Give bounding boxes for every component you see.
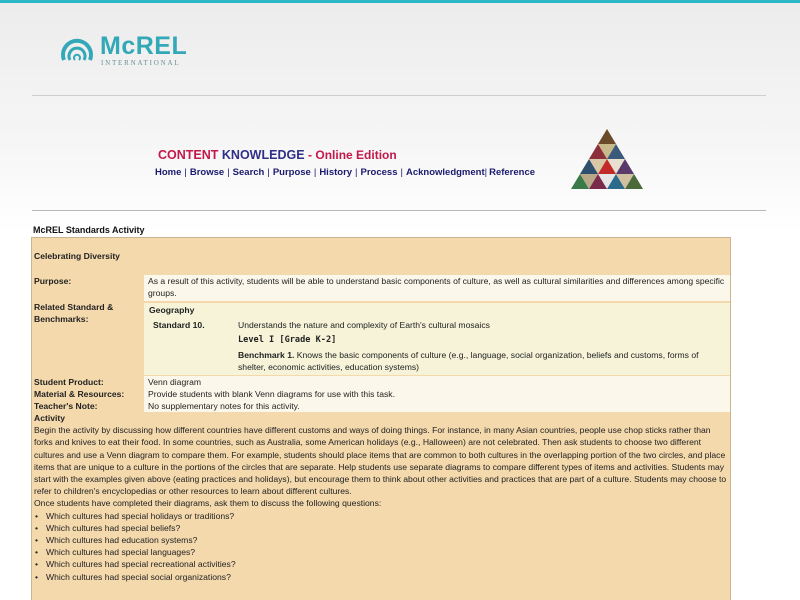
purpose-text: As a result of this activity, students will be able to understand basic components of culture, as well as cultural similarities and differences among specific groups. [144,275,730,301]
related-label-2: Benchmarks: [34,314,89,324]
nav-process[interactable]: Process [360,167,398,178]
site-title-content: CONTENT [158,148,219,162]
purpose-row [32,275,730,301]
related-label-1: Related Standard & [34,302,114,312]
activity-panel [31,237,731,600]
nav-acknowledgment[interactable]: Acknowledgment [405,167,485,178]
list-item: • Which cultures had special languages? [34,546,728,558]
benchmark-label: Benchmark 1. [238,350,295,360]
title-divider [32,210,766,211]
activity-label: Activity [34,413,66,423]
list-item: • Which cultures had education systems? [34,534,728,546]
standard-label: Standard 10. [153,320,205,330]
notes-text: No supplementary notes for this activity. [144,400,730,412]
pyramid-logo-icon [566,127,648,197]
nav-home[interactable]: Home [155,167,182,178]
notes-row [32,400,730,412]
list-item: • Which cultures had special social organizations? [34,571,728,583]
purpose-label: Purpose: [34,276,72,286]
materials-row [32,388,730,400]
notes-label: Teacher's Note: [34,401,98,411]
activity-title: Celebrating Diversity [34,251,120,261]
list-item: • Which cultures had special holidays or traditions? [34,510,728,522]
site-title-knowledge: KNOWLEDGE [221,148,305,162]
benchmarks-box [144,303,730,375]
header-divider [32,95,766,96]
logo-text: McREL [100,32,188,60]
nav-reference[interactable]: Reference [489,167,536,178]
list-item: • Which cultures had special beliefs? [34,522,728,534]
nav-purpose[interactable]: Purpose [272,167,311,178]
product-row [32,376,730,388]
nav-search[interactable]: Search [232,167,265,178]
materials-label: Material & Resources: [34,389,125,399]
activity-text: Begin the activity by discussing how different countries have different customs and ways of doing things. For instance, in many Asian countries, people use chop sticks rather than forks and knives to eat their food. In some countries, such as Australia, some American holidays (e.g., Halloween) are not celebrated. Then ask students to choose two different cultures and use a Venn diagram to compare them. For example, students should place items that are common to both cultures in the overlapping portion of the two circles, and place items that are unique to a culture in the portions of the circles that are separate. Help students use separate diagrams to compare different types of items and activities. Students may start with the examples given above (eating practices and holidays), but encourage them to think about other activities and practices that are part of a culture. Students may choose to refer to children's encyclopedias or other resources to learn about different cultures. [34,425,727,497]
materials-text: Provide students with blank Venn diagrams for use with this task. [144,388,730,400]
question-list [34,510,728,583]
nav-history[interactable]: History [319,167,353,178]
mcrel-logo[interactable] [58,30,218,70]
logo-subtext: INTERNATIONAL [101,59,181,67]
mcrel-logo-icon [58,30,96,68]
benchmark-text: Knows the basic components of culture (e.g., language, social organization, beliefs and customs, forms of shelter, economic activities, education systems) [238,350,699,373]
site-nav: Home | Browse | Search | Purpose | History | Process | Acknowledgment| Reference [155,167,536,178]
followup-text: Once students have completed their diagrams, ask them to discuss the following questions: [34,498,382,509]
standard-text: Understands the nature and complexity of Earth's cultural mosaics [238,320,490,330]
site-title-edition: - Online Edition [308,148,397,162]
product-text: Venn diagram [144,376,730,388]
page-heading: McREL Standards Activity [33,225,145,235]
subject-label: Geography [149,305,195,315]
level-label: Level I [Grade K-2] [238,335,337,345]
nav-browse[interactable]: Browse [189,167,225,178]
list-item: • Which cultures had special recreational activities? [34,558,728,570]
activity-section [32,412,730,583]
benchmark-block [238,349,728,373]
site-title [158,148,397,162]
product-label: Student Product: [34,377,104,387]
related-standards-row [32,301,730,377]
